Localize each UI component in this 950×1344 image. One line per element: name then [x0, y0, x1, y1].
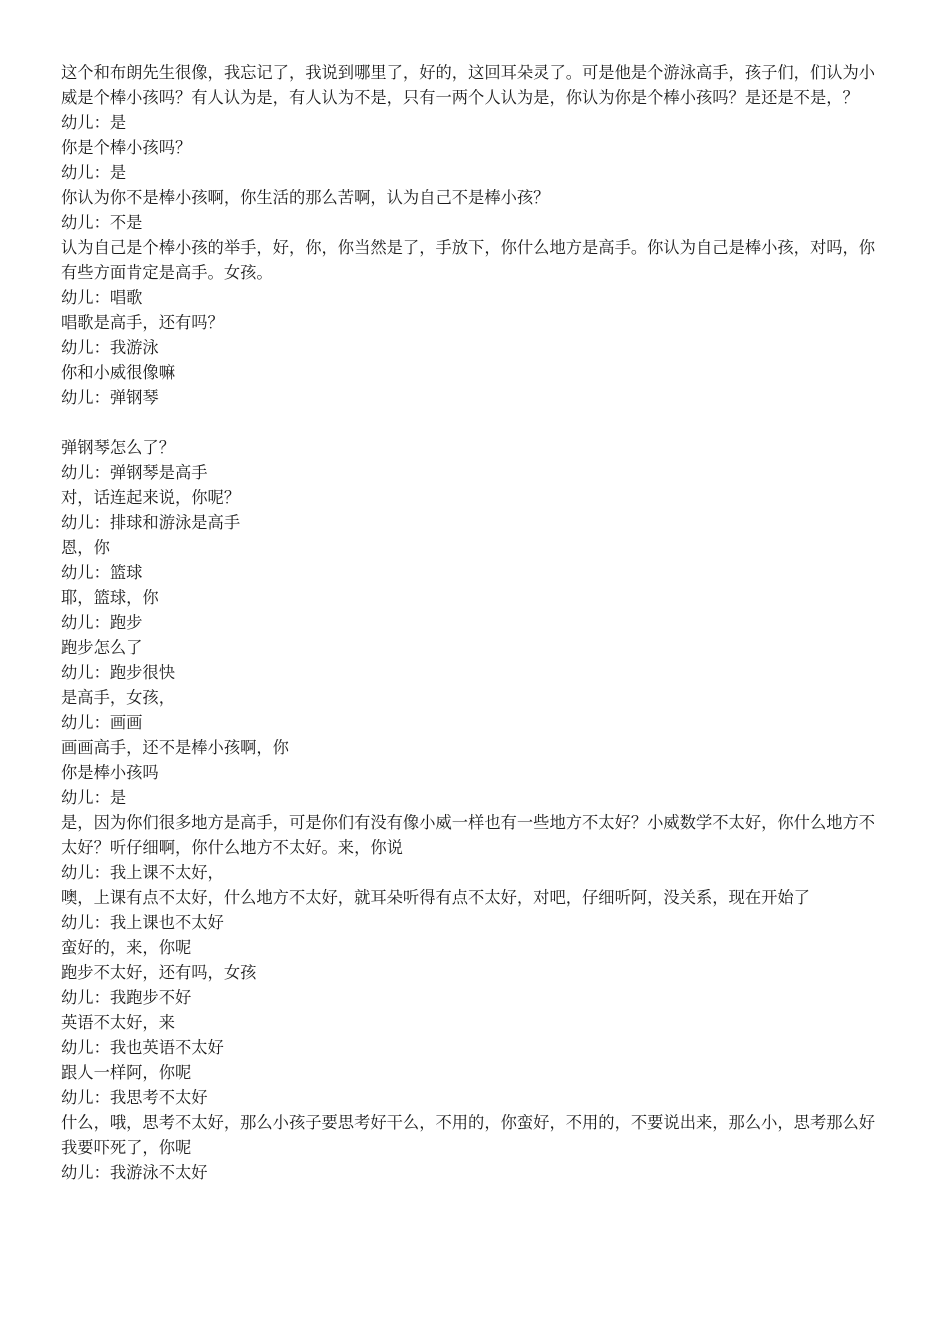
text-line: 恩，你 [61, 538, 110, 557]
text-line: 什么，哦，思考不太好，那么小孩子要思考好干么，不用的，你蛮好，不用的，不要说出来，那么小，思考那么好我要吓死了，你呢 [61, 1113, 876, 1157]
text-line: 是，因为你们很多地方是高手，可是你们有没有像小威一样也有一些地方不太好？小威数学不太好，你什么地方不太好？听仔细啊，你什么地方不太好。来，你说 [61, 813, 876, 857]
text-line: 跑步不太好，还有吗，女孩 [61, 963, 257, 982]
text-line: 幼儿：画画 [61, 713, 143, 732]
text-line: 你是个棒小孩吗？ [61, 138, 192, 157]
text-line: 画画高手，还不是棒小孩啊，你 [61, 738, 289, 757]
text-line: 蛮好的，来，你呢 [61, 938, 192, 957]
document-page [61, 60, 887, 1185]
text-line: 幼儿：我也英语不太好 [61, 1038, 224, 1057]
text-line: 这个和布朗先生很像，我忘记了，我说到哪里了，好的，这回耳朵灵了。可是他是个游泳高手，孩子们，们认为小威是个棒小孩吗？有人认为是，有人认为不是，只有一两个人认为是，你认为你是个棒小孩吗？是还是不是，？ [61, 63, 876, 107]
text-line: 唱歌是高手，还有吗？ [61, 313, 224, 332]
text-line: 幼儿：我上课也不太好 [61, 913, 224, 932]
text-line: 幼儿：我跑步不好 [61, 988, 192, 1007]
text-line: 是高手，女孩， [61, 688, 175, 707]
text-line: 幼儿：跑步很快 [61, 663, 175, 682]
text-line: 幼儿：唱歌 [61, 288, 143, 307]
text-line: 幼儿：弹钢琴是高手 [61, 463, 208, 482]
text-line: 你和小威很像嘛 [61, 363, 175, 382]
text-line: 英语不太好，来 [61, 1013, 175, 1032]
text-line: 耶，篮球，你 [61, 588, 159, 607]
text-line: 幼儿：是 [61, 788, 127, 807]
text-line: 幼儿：我上课不太好， [61, 863, 224, 882]
text-line: 对，话连起来说，你呢？ [61, 488, 241, 507]
text-line: 跑步怎么了 [61, 638, 143, 657]
text-line: 幼儿：篮球 [61, 563, 143, 582]
text-line: 幼儿：我游泳 [61, 338, 159, 357]
text-line: 幼儿：是 [61, 163, 127, 182]
text-line: 弹钢琴怎么了？ [61, 438, 175, 457]
text-line: 幼儿：排球和游泳是高手 [61, 513, 241, 532]
text-line: 跟人一样阿，你呢 [61, 1063, 192, 1082]
text-line: 噢，上课有点不太好，什么地方不太好，就耳朵听得有点不太好，对吧，仔细听阿，没关系，现在开始了 [61, 888, 810, 907]
text-line: 幼儿：跑步 [61, 613, 143, 632]
text-line: 认为自己是个棒小孩的举手，好，你，你当然是了，手放下，你什么地方是高手。你认为自己是棒小孩，对吗，你有些方面肯定是高手。女孩。 [61, 238, 876, 282]
text-line: 你认为你不是棒小孩啊，你生活的那么苦啊，认为自己不是棒小孩？ [61, 188, 550, 207]
text-line: 幼儿：我思考不太好 [61, 1088, 208, 1107]
text-line: 幼儿：弹钢琴 [61, 388, 159, 407]
blank-line [61, 410, 887, 435]
text-line: 幼儿：是 [61, 113, 127, 132]
text-line: 幼儿：我游泳不太好 [61, 1163, 208, 1182]
text-line: 幼儿：不是 [61, 213, 143, 232]
text-line: 你是棒小孩吗 [61, 763, 159, 782]
